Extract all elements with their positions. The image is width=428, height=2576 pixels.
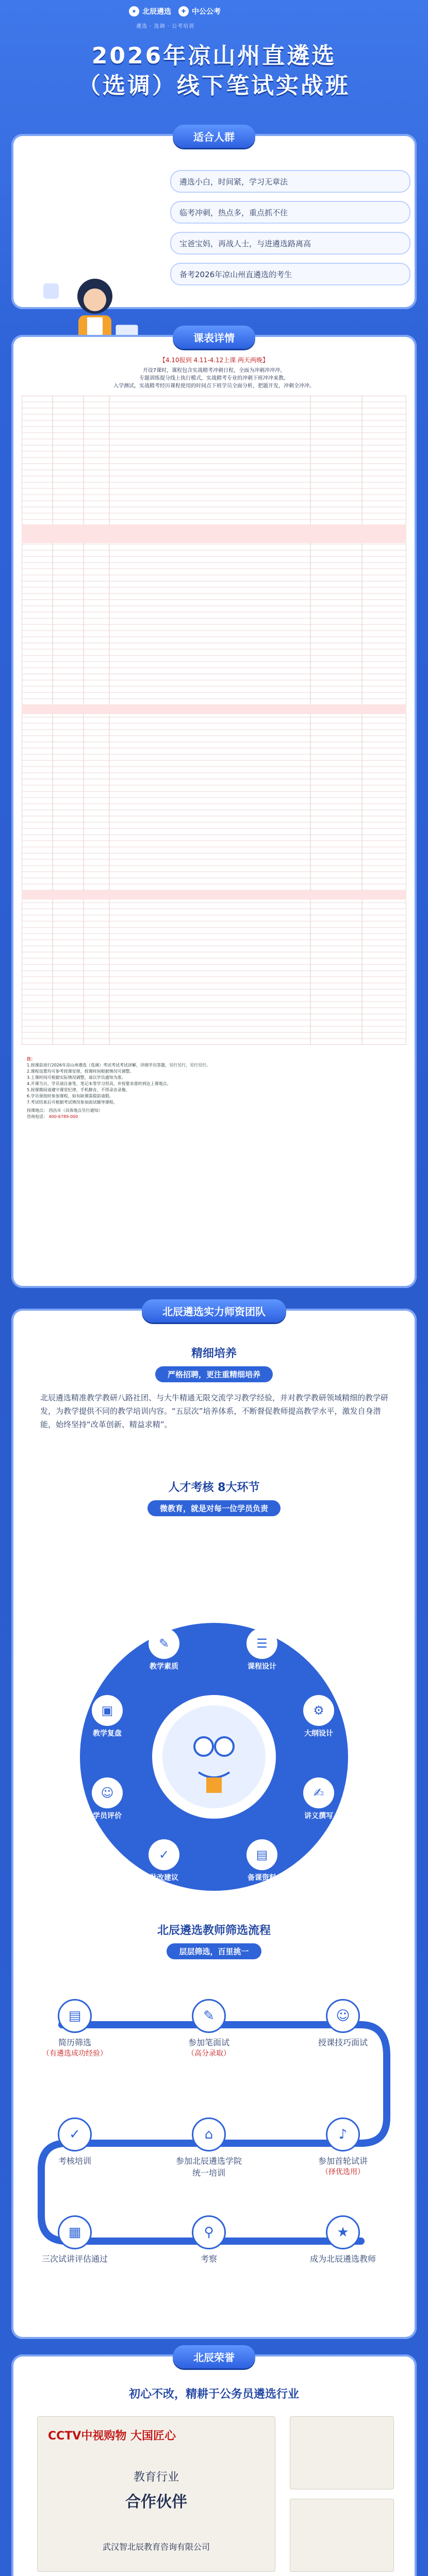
hex-item-label: 学员评价 bbox=[93, 1812, 122, 1820]
training-title: 精细培养 bbox=[191, 1347, 237, 1360]
schedule-table bbox=[22, 396, 406, 1045]
course-note: 6.学员须按时参加课程，如有缺课需提前请假。 bbox=[27, 1094, 113, 1098]
honor-section-title: 北辰荣誉 bbox=[173, 2345, 255, 2368]
page-title-line2: （选调）线下笔试实战班 bbox=[78, 73, 350, 99]
lecture-icon: ♪ bbox=[326, 2117, 360, 2151]
training-pill-wrap bbox=[11, 1366, 417, 1382]
zhonggong-logo-text: 中公公考 bbox=[192, 8, 221, 16]
header-tagline: 遴选 · 选调 · 公考培训 bbox=[136, 24, 195, 29]
crowd-item-4-text: 备考2026年凉山州直遴选的考生 bbox=[179, 269, 292, 279]
handout-icon: ✍ bbox=[303, 1777, 334, 1808]
hex-item-teaching bbox=[139, 1628, 189, 1671]
flow-step-sub: （择优选用） bbox=[321, 2168, 365, 2176]
hex-item-label: 批改建议 bbox=[150, 1874, 178, 1882]
flow-pill-wrap bbox=[11, 1943, 417, 1959]
flow-step-label: 简历筛选 bbox=[58, 2038, 91, 2047]
course-icon: ☰ bbox=[246, 1628, 277, 1659]
resume-icon: ▤ bbox=[58, 1999, 92, 2033]
flow-step-4 bbox=[41, 2117, 108, 2166]
course-note: 7.考试结束后可根据考试情况参加面试辅导课程。 bbox=[27, 1100, 118, 1105]
course-note: 5.授课期间请遵守课堂纪律，手机静音，不得录音录像。 bbox=[27, 1088, 130, 1092]
talent-title: 人才考核 8大环节 bbox=[168, 1481, 260, 1494]
flow-step-sub: （有遴选成功经验） bbox=[42, 2049, 107, 2058]
hex-item-label: 教学复盘 bbox=[93, 1730, 122, 1738]
course-note: 1.授课前进行2026年凉山州遴选（选调）考试考试考试讲解，详细学员答题，另行另行，另行另行。 bbox=[27, 1063, 210, 1067]
partner-plaque-main: 合作伙伴 bbox=[125, 2493, 187, 2511]
flow-step-label: 考察 bbox=[200, 2254, 217, 2264]
hex-item-handout bbox=[294, 1777, 343, 1821]
training-pill: 严格招聘，更注重精细培养 bbox=[155, 1366, 273, 1382]
hex-item-material bbox=[237, 1839, 287, 1883]
partner-plaque-bottom: 武汉智北辰教育咨询有限公司 bbox=[102, 2542, 210, 2552]
crowd-item-3-text: 宝爸宝妈，再战人士，与进遴选路离高 bbox=[179, 239, 311, 248]
course-phone bbox=[27, 1114, 401, 1120]
inspect-icon: ⚲ bbox=[192, 2215, 226, 2249]
talent-pill: 微教育，就是对每一位学员负责 bbox=[147, 1500, 281, 1516]
flow-step-label: 参加北辰遴选学院统一培训 bbox=[175, 2156, 242, 2178]
academy-icon: ⌂ bbox=[192, 2117, 226, 2151]
flow-step-label: 参加首轮试讲 bbox=[318, 2156, 368, 2166]
course-note: 4.开课当日，学员请自备笔、笔记本等学习用具，并按要求准时到达上课地点。 bbox=[27, 1081, 171, 1086]
course-intro bbox=[32, 367, 396, 390]
crowd-item-1 bbox=[170, 170, 410, 193]
course-note: 3.上课时间可根据实际情况调整，请以学员通知为准。 bbox=[27, 1075, 126, 1080]
course-card bbox=[11, 332, 417, 1288]
logo-group bbox=[129, 6, 221, 16]
talent-ring bbox=[52, 1607, 376, 1906]
crowd-item-2 bbox=[170, 201, 410, 224]
flow-step-label: 三次试讲评估通过 bbox=[41, 2254, 108, 2264]
teaching-icon: ✎ bbox=[149, 1628, 179, 1659]
course-intro-line: 入学测试，实战精考经历课程使用的时间点下班学员全面分析，把题开发，冲刺全冲冲。 bbox=[113, 383, 315, 389]
honor-card bbox=[11, 2351, 417, 2576]
course-address-label: 授课地点： bbox=[27, 1108, 47, 1113]
crowd-item-1-text: 遴选小白，时间紧，学习无章法 bbox=[179, 177, 288, 187]
flow-step-5 bbox=[175, 2117, 242, 2178]
recap-icon: ▣ bbox=[92, 1695, 123, 1726]
flow-title: 北辰遴选教师筛选流程 bbox=[157, 1924, 271, 1937]
flow-step-label: 成为北辰遴选教师 bbox=[309, 2254, 376, 2264]
course-address-value: 西昌市（具体地点另行通知） bbox=[48, 1108, 103, 1113]
flow-step-label: 参加笔面试 bbox=[188, 2038, 229, 2047]
beichen-logo-text: 北辰遴选 bbox=[142, 8, 171, 16]
review-icon: ✓ bbox=[149, 1839, 179, 1870]
crowd-item-3 bbox=[170, 232, 410, 255]
schedule-table-grid bbox=[22, 396, 406, 1045]
training-icon: ✓ bbox=[58, 2117, 92, 2151]
course-headline: 【4.10报到 4.11-4.12上课 两天两晚】 bbox=[159, 357, 269, 364]
partner-plaque-top: CCTV中视购物 大国匠心 bbox=[48, 2430, 176, 2443]
assessment-icon: ▦ bbox=[58, 2215, 92, 2249]
flow-step-9 bbox=[309, 2215, 376, 2264]
course-phone-value: 400-6789-000 bbox=[48, 1114, 78, 1119]
flow-step-1 bbox=[41, 1999, 108, 2058]
flow-step-label: 授课技巧面试 bbox=[318, 2038, 368, 2047]
course-notes-title: 注： bbox=[27, 1057, 35, 1061]
honor-headline: 初心不改，精耕于公务员遴选行业 bbox=[128, 2388, 299, 2401]
crowd-section-title: 适合人群 bbox=[173, 125, 255, 148]
course-section-title: 课表详情 bbox=[173, 326, 255, 349]
hex-item-label: 课程设计 bbox=[248, 1663, 276, 1671]
page-title-line1: 2026年凉山州直遴选 bbox=[91, 43, 337, 69]
hex-item-outline bbox=[294, 1695, 343, 1738]
interview-icon: ☺ bbox=[326, 1999, 360, 2033]
zhonggong-logo bbox=[178, 6, 221, 16]
course-phone-label: 咨询电话： bbox=[27, 1114, 47, 1119]
course-notes bbox=[27, 1056, 401, 1120]
hex-item-review bbox=[139, 1839, 189, 1883]
crowd-item-4 bbox=[170, 263, 410, 285]
partner-plaque bbox=[37, 2416, 275, 2572]
hex-item-label: 备课资料 bbox=[248, 1874, 276, 1882]
flow-step-sub: （高分录取） bbox=[187, 2049, 231, 2058]
evaluation-icon: ☺ bbox=[92, 1777, 123, 1808]
flow-step-7 bbox=[41, 2215, 108, 2264]
teacher-icon: ★ bbox=[326, 2215, 360, 2249]
flow-step-3 bbox=[309, 1999, 376, 2048]
flow-pill: 层层筛选，百里挑一 bbox=[167, 1943, 261, 1959]
beichen-logo-icon: ★ bbox=[129, 6, 139, 16]
training-text: 北辰遴选精准教学教研八路社团、与大牛精通无限交流学习教学经验，并对教学教研领域精细的教学研发，为教学提供不同的教学培训内容。“五层次”培养体系，不断督促教师提高教学水平，激发自身潜能，始终坚持“改革创新、精益求精”。 bbox=[40, 1393, 389, 1429]
course-note: 2.课程设置均可参考授课安排，授课时间根据情况可调整。 bbox=[27, 1069, 134, 1074]
flow-step-6 bbox=[309, 2117, 376, 2177]
team-section-title: 北辰遴选实力师资团队 bbox=[142, 1299, 286, 1323]
flow-step-8 bbox=[175, 2215, 242, 2264]
hex-item-label: 讲义撰写 bbox=[304, 1812, 333, 1820]
hex-item-label: 大纲设计 bbox=[304, 1730, 333, 1738]
flow-step-2 bbox=[175, 1999, 242, 2058]
talent-ring-graphic bbox=[52, 1607, 376, 1906]
certificate-2 bbox=[290, 2499, 394, 2572]
hex-item-recap bbox=[83, 1695, 132, 1738]
partner-plaque-mid: 教育行业 bbox=[133, 2471, 179, 2484]
material-icon: ▤ bbox=[246, 1839, 277, 1870]
outline-icon: ⚙ bbox=[303, 1695, 334, 1726]
zhonggong-logo-icon: ✚ bbox=[178, 6, 189, 16]
certificate-1 bbox=[290, 2416, 394, 2489]
crowd-item-2-text: 临考冲刺，热点多，重点抓不住 bbox=[179, 208, 288, 217]
course-intro-line: 专题训练提分线上执行模式，实战精考专业的冲刺下班冲冲来教。 bbox=[139, 376, 289, 381]
hex-item-label: 教学素质 bbox=[150, 1663, 178, 1671]
talent-pill-wrap bbox=[11, 1500, 417, 1516]
course-address bbox=[27, 1108, 401, 1114]
flow-step-label: 考核培训 bbox=[58, 2156, 91, 2166]
exam-icon: ✎ bbox=[192, 1999, 226, 2033]
hex-item-course bbox=[237, 1628, 287, 1671]
beichen-logo bbox=[129, 6, 171, 16]
hex-item-evaluation bbox=[83, 1777, 132, 1821]
course-intro-line: 开设7课时，课程包含实战精考冲刺日程，全面为冲刺冲冲冲。 bbox=[142, 368, 286, 374]
